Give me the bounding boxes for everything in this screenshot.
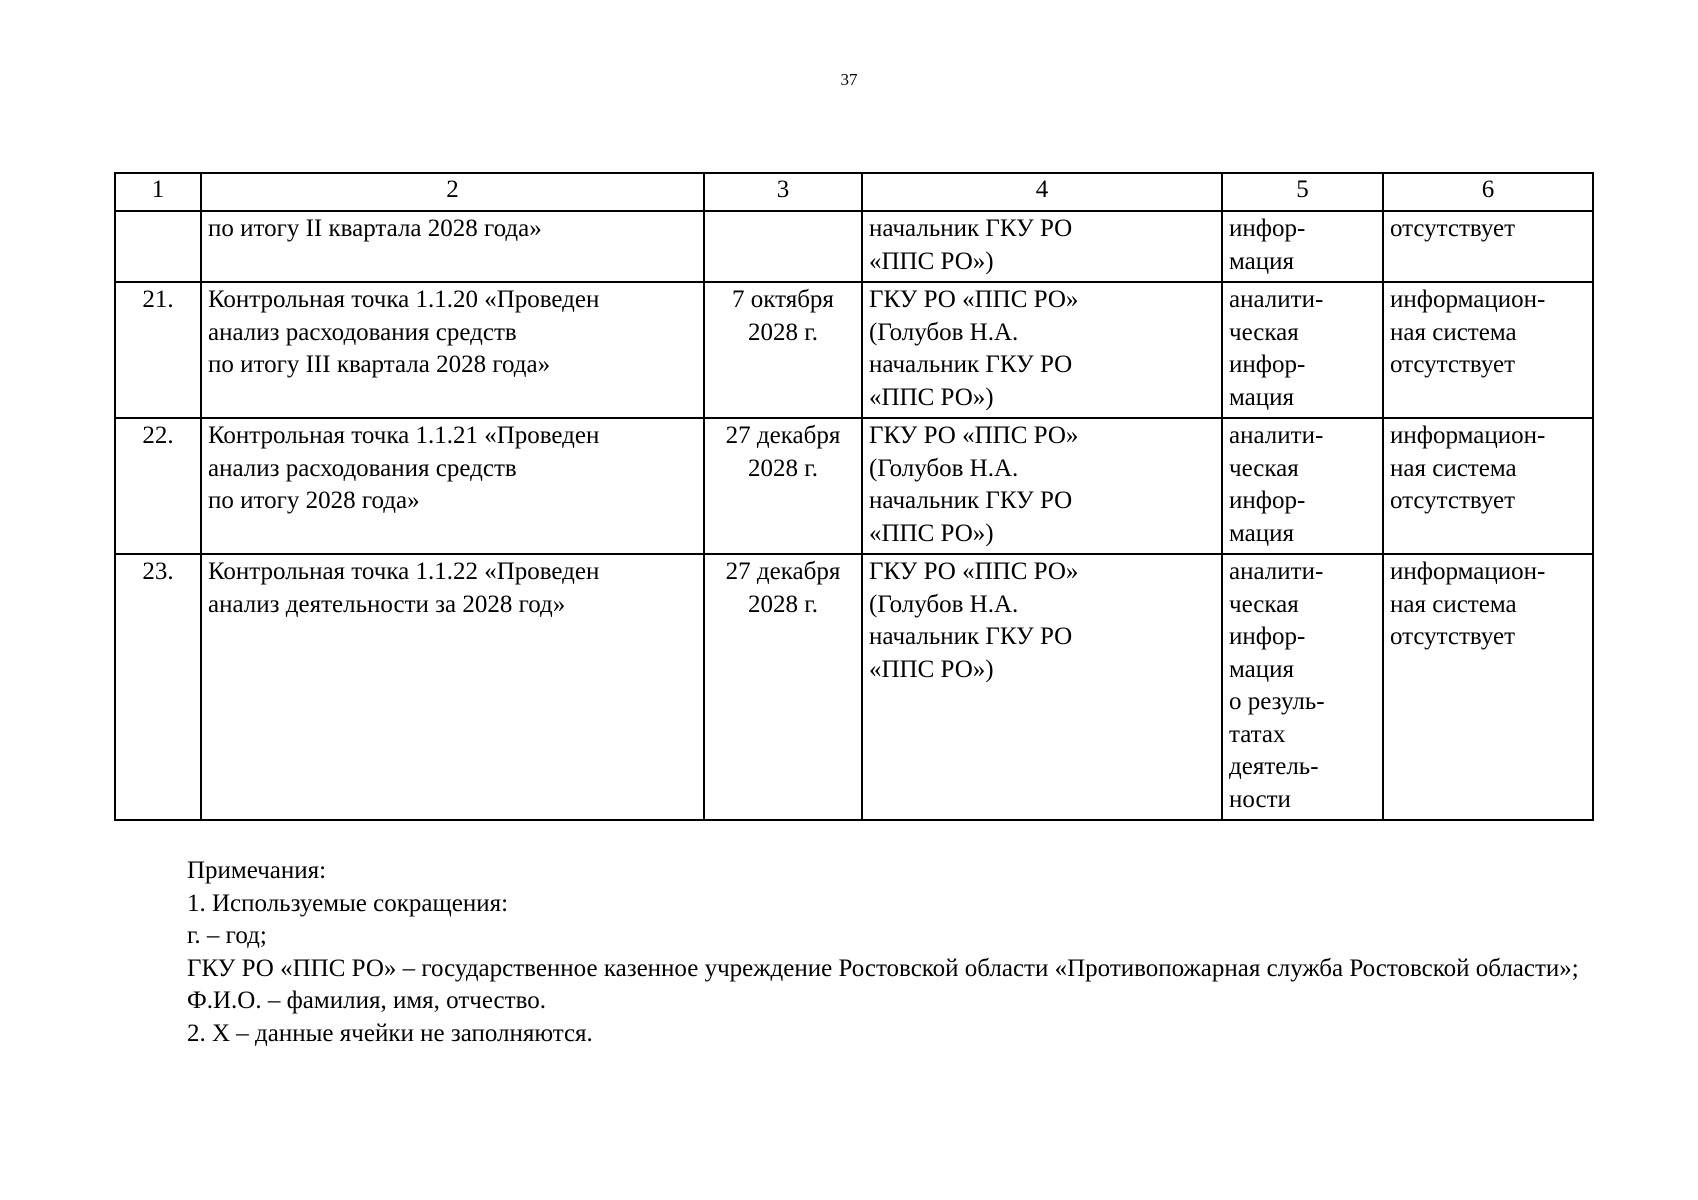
information-system: информацион- ная система отсутствует [1383,418,1593,554]
page-number: 37 [840,70,858,89]
header-cell: 3 [704,173,862,211]
abbreviation-year: г. – год; [187,922,267,949]
header-cell: 4 [862,173,1222,211]
control-points-table [114,172,1594,821]
table-row [115,418,1593,554]
document-type: аналити- ческая инфор- мация [1222,282,1383,418]
responsible-party: начальник ГКУ РО «ППС РО») [862,211,1222,282]
header-cell: 2 [201,173,704,211]
row-number [115,211,201,282]
due-date: 27 декабря 2028 г. [704,554,862,820]
table-row [115,554,1593,820]
table-row [115,211,1593,282]
notes-title: Примечания: [187,857,327,884]
due-date: 7 октября 2028 г. [704,282,862,418]
control-point-name: Контрольная точка 1.1.22 «Проведен анализ деятельности за 2028 год» [201,554,704,820]
row-number: 23. [115,554,201,820]
document-type: инфор- мация [1222,211,1383,282]
control-point-name: Контрольная точка 1.1.20 «Проведен анализ расходования средств по итогу III квартала 2028 года» [201,282,704,418]
information-system: информацион- ная система отсутствует [1383,554,1593,820]
responsible-party: ГКУ РО «ППС РО» (Голубов Н.А. начальник ГКУ РО «ППС РО») [862,418,1222,554]
header-cell: 6 [1383,173,1593,211]
row-number: 21. [115,282,201,418]
abbreviation-gku: ГКУ РО «ППС РО» – государственное казенное учреждение Ростовской области «Противопожарная служба Ростовской области»; [187,954,1579,982]
table-row [115,282,1593,418]
responsible-party: ГКУ РО «ППС РО» (Голубов Н.А. начальник ГКУ РО «ППС РО») [862,554,1222,820]
document-type: аналити- ческая инфор- мация о резуль- татах деятель- ности [1222,554,1383,820]
responsible-party: ГКУ РО «ППС РО» (Голубов Н.А. начальник ГКУ РО «ППС РО») [862,282,1222,418]
row-number: 22. [115,418,201,554]
due-date: 27 декабря 2028 г. [704,418,862,554]
table-header-row [115,173,1593,211]
notes-item-2: 2. Х – данные ячейки не заполняются. [187,1019,593,1047]
due-date [704,211,862,282]
header-cell: 1 [115,173,201,211]
notes-section [114,855,1592,1050]
control-point-name: по итогу II квартала 2028 года» [201,211,704,282]
header-cell: 5 [1222,173,1383,211]
control-point-name: Контрольная точка 1.1.21 «Проведен анализ расходования средств по итогу 2028 года» [201,418,704,554]
information-system: информацион- ная система отсутствует [1383,282,1593,418]
abbreviation-fio: Ф.И.О. – фамилия, имя, отчество. [187,987,546,1014]
document-type: аналити- ческая инфор- мация [1222,418,1383,554]
notes-item-1: 1. Используемые сокращения: [187,889,509,917]
information-system: отсутствует [1383,211,1593,282]
